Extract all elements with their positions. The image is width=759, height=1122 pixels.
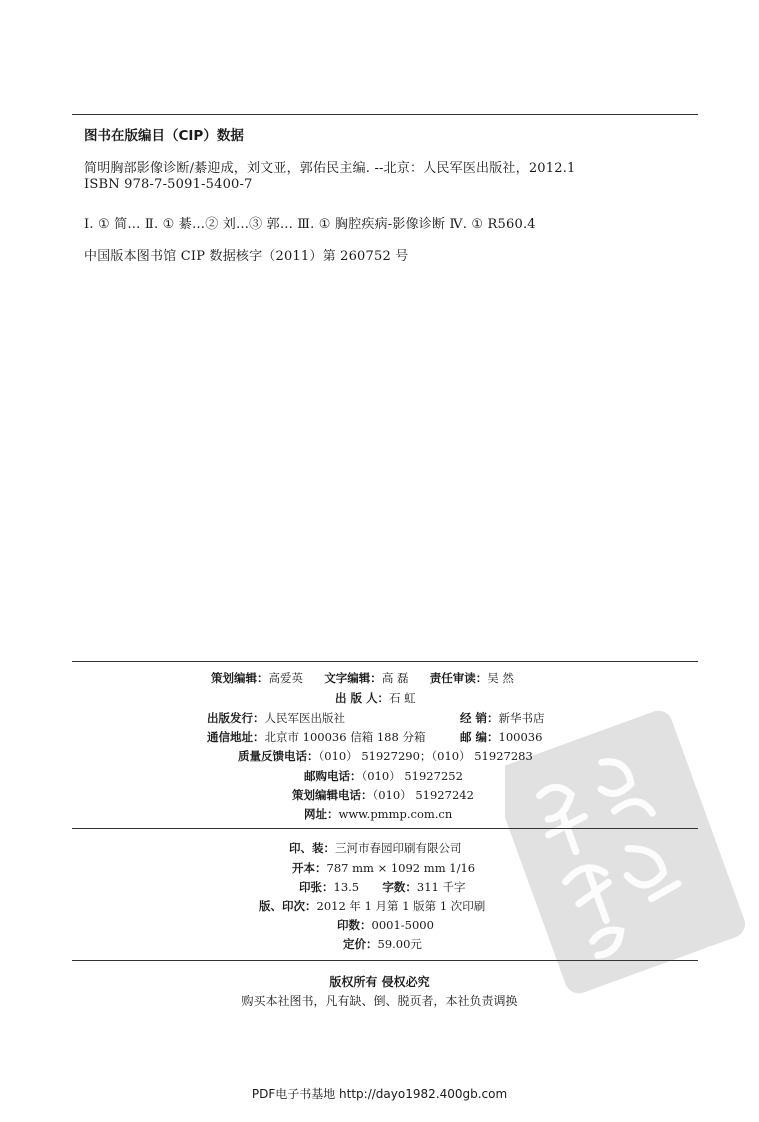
colophon-rule-top: [72, 661, 698, 662]
address-row-right: [460, 729, 542, 745]
website-label: 网址：: [304, 807, 339, 821]
review-editor-label: 责任审读：: [429, 671, 488, 685]
sale-value: 新华书店: [498, 711, 545, 725]
printer-row: [289, 840, 462, 856]
copyright-title: 版权所有 侵权必究: [329, 975, 430, 989]
format-row: [292, 860, 475, 876]
publisher-person-row: [335, 690, 416, 706]
distribution-row-right: [460, 710, 545, 726]
plan-phone-row: [292, 787, 474, 803]
postcode-value: 100036: [498, 730, 543, 744]
mail-phone-row: [304, 768, 463, 784]
address-label: 通信地址：: [207, 730, 265, 744]
address-value: 北京市 100036 信箱 188 分箱: [264, 730, 426, 744]
printer-label: 印、装：: [289, 841, 335, 855]
colophon-rule-bottom: [72, 960, 698, 961]
plan-phone-label: 策划编辑电话：: [292, 788, 373, 802]
plan-phone-value: （010） 51927242: [372, 788, 474, 802]
sheets-label: 印张：: [299, 880, 334, 894]
top-rule: [72, 114, 698, 115]
editors-row: [211, 670, 514, 686]
words-label: 字数：: [382, 880, 417, 894]
feedback-phone-label: 质量反馈电话：: [238, 749, 319, 763]
watermark-stamp: [505, 700, 745, 1010]
planning-editor-label: 策划编辑：: [211, 671, 269, 685]
feedback-phone-row: [238, 748, 533, 764]
sheets-row: [299, 879, 466, 895]
mail-phone-label: 邮购电话：: [304, 769, 362, 783]
copies-row: [337, 917, 434, 933]
publish-value: 人民军医出版社: [264, 711, 345, 725]
address-row-left: [207, 729, 425, 745]
edition-value: 2012 年 1 月第 1 版第 1 次印刷: [316, 899, 486, 913]
price-row: [343, 936, 422, 952]
publisher-person-value: 石 虹: [389, 691, 416, 705]
cip-line-title: 简明胸部影像诊断/綦迎成，刘文亚，郭佑民主编. --北京：人民军医出版社，2012.1: [84, 161, 576, 176]
feedback-phone-value: （010） 51927290；（010） 51927283: [318, 749, 533, 763]
text-editor-label: 文字编辑：: [324, 671, 382, 685]
copyright-note: 购买本社图书，凡有缺、倒、脱页者，本社负责调换: [241, 994, 518, 1008]
cip-line-isbn: ISBN 978-7-5091-5400-7: [84, 177, 253, 192]
publish-label: 出版发行：: [207, 711, 265, 725]
edition-label: 版、印次：: [259, 899, 317, 913]
review-editor-value: 吴 然: [487, 671, 514, 685]
colophon-rule-middle: [72, 828, 698, 829]
footer-link[interactable]: PDF电子书基地 http://dayo1982.400gb.com: [251, 1087, 508, 1101]
sale-label: 经 销：: [460, 711, 499, 725]
format-value: 787 mm × 1092 mm 1/16: [326, 861, 476, 875]
distribution-row-left: [207, 710, 345, 726]
postcode-label: 邮 编：: [460, 730, 499, 744]
edition-row: [259, 898, 485, 914]
cip-heading: 图书在版编目（CIP）数据: [84, 128, 244, 144]
words-value: 311 千字: [416, 880, 466, 894]
printer-value: 三河市春园印刷有限公司: [335, 841, 462, 855]
publisher-person-label: 出 版 人：: [335, 691, 390, 705]
watermark-label: PDG: [673, 939, 724, 983]
format-label: 开本：: [292, 861, 327, 875]
price-value: 59.00元: [377, 937, 422, 951]
cip-line-classification: Ⅰ. ① 简… Ⅱ. ① 綦…② 刘…③ 郭… Ⅲ. ① 胸腔疾病-影像诊断 Ⅳ. ① R560.4: [84, 217, 536, 232]
website-link[interactable]: www.pmmp.com.cn: [338, 807, 453, 821]
website-row: [304, 806, 452, 822]
sheets-value: 13.5: [333, 880, 360, 894]
copies-value: 0001-5000: [371, 918, 434, 932]
text-editor-value: 高 磊: [381, 671, 409, 685]
watermark-seal-icon: [505, 700, 745, 1010]
mail-phone-value: （010） 51927252: [361, 769, 463, 783]
price-label: 定价：: [343, 937, 378, 951]
cip-line-record: 中国版本图书馆 CIP 数据核字（2011）第 260752 号: [84, 249, 409, 264]
copies-label: 印数：: [337, 918, 372, 932]
planning-editor-value: 高爱英: [268, 671, 303, 685]
